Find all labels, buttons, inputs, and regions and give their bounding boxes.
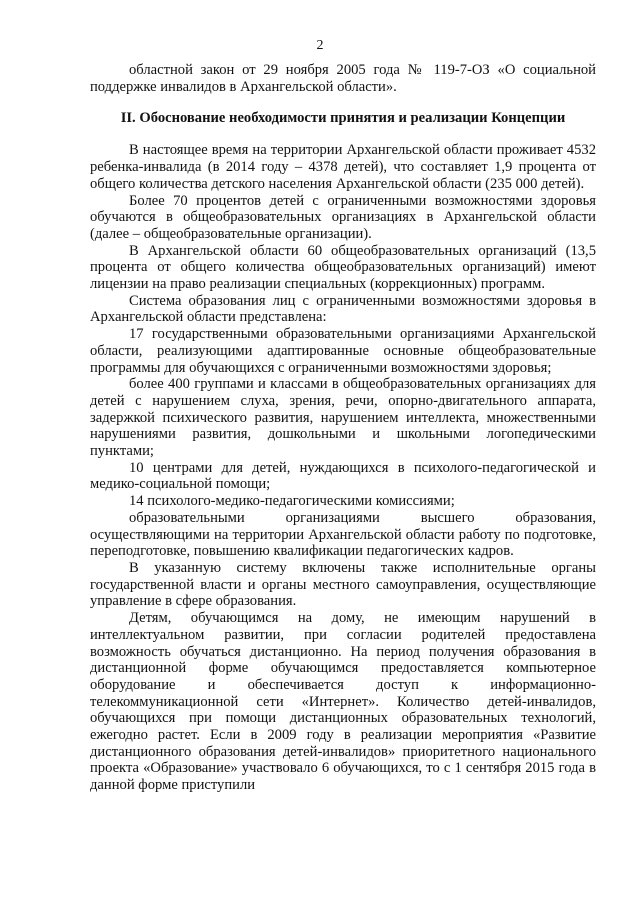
paragraph-licenses: В Архангельской области 60 общеобразовательных организаций (13,5 процента от общего количества общеобразовательных организаций) имеют лицензии на право реализации специальных (коррекционных) программ. — [90, 242, 596, 293]
paragraph-population: В настоящее время на территории Архангельской области проживает 4532 ребенка-инвалида (в 2014 году – 4378 детей), что составляет 1,9 процента от общего количества детского населения Архангельской области (235 000 детей). — [90, 142, 596, 192]
paragraph-distance-learning: Детям, обучающимся на дому, не имеющим нарушений в интеллектуальном развитии, при согласии родителей предоставлена возможность обучаться дистанционно. На период получения образования в дистанционной форме обучающимся предоставляется компьютерное оборудование и обеспечивается доступ к информационно-телекоммуникационной сети «Интернет». Количество детей-инвалидов, обучающихся при помощи дистанционных образовательных технологий, ежегодно растет. Если в 2009 году в реализации мероприятия «Развитие дистанционного образования детей-инвалидов» приоритетного национального проекта «Образование» участвовало 6 обучающихся, то с 1 сентября 2015 года в данной форме приступили — [90, 610, 596, 794]
list-item-state-organizations: 17 государственными образовательными организациями Архангельской области, реализующими адаптированные основные общеобразовательные программы для обучающихся с ограниченными возможностями здоровья; — [90, 326, 596, 376]
list-item-groups-classes: более 400 группами и классами в общеобразовательных организациях для детей с нарушением слуха, зрения, речи, опорно-двигательного аппарата, задержкой психического развития, нарушением интеллекта, множественными нарушениями развития, дошкольными и школьными логопедическими пунктами; — [90, 376, 596, 460]
page-number: 2 — [316, 38, 324, 53]
document-body — [90, 62, 596, 794]
list-item-centers: 10 центрами для детей, нуждающихся в психолого-педагогической и медико-социальной помощи; — [90, 459, 596, 493]
paragraph-system-intro: Система образования лиц с ограниченными возможностями здоровья в Архангельской области представлена: — [90, 292, 596, 326]
paragraph-general-schools: Более 70 процентов детей с ограниченными возможностями здоровья обучаются в общеобразовательных организациях в Архангельской области (далее – общеобразовательные организации). — [90, 192, 596, 242]
list-item-commissions: 14 психолого-медико-педагогическими комиссиями; — [129, 493, 455, 510]
paragraph-authorities: В указанную систему включены также исполнительные органы государственной власти и органы местного самоуправления, осуществляющие управление в сфере образования. — [90, 559, 596, 610]
list-item-higher-education: образовательными организациями высшего образования, осуществляющими на территории Архангельской области работу по подготовке, переподготовке, повышению квалификации педагогических кадров. — [90, 509, 596, 560]
section-heading: II. Обоснование необходимости принятия и реализации Концепции — [120, 110, 566, 127]
intro-paragraph: областной закон от 29 ноября 2005 года № 119-7-ОЗ «О социальной поддержке инвалидов в Архангельской области». — [90, 62, 596, 95]
